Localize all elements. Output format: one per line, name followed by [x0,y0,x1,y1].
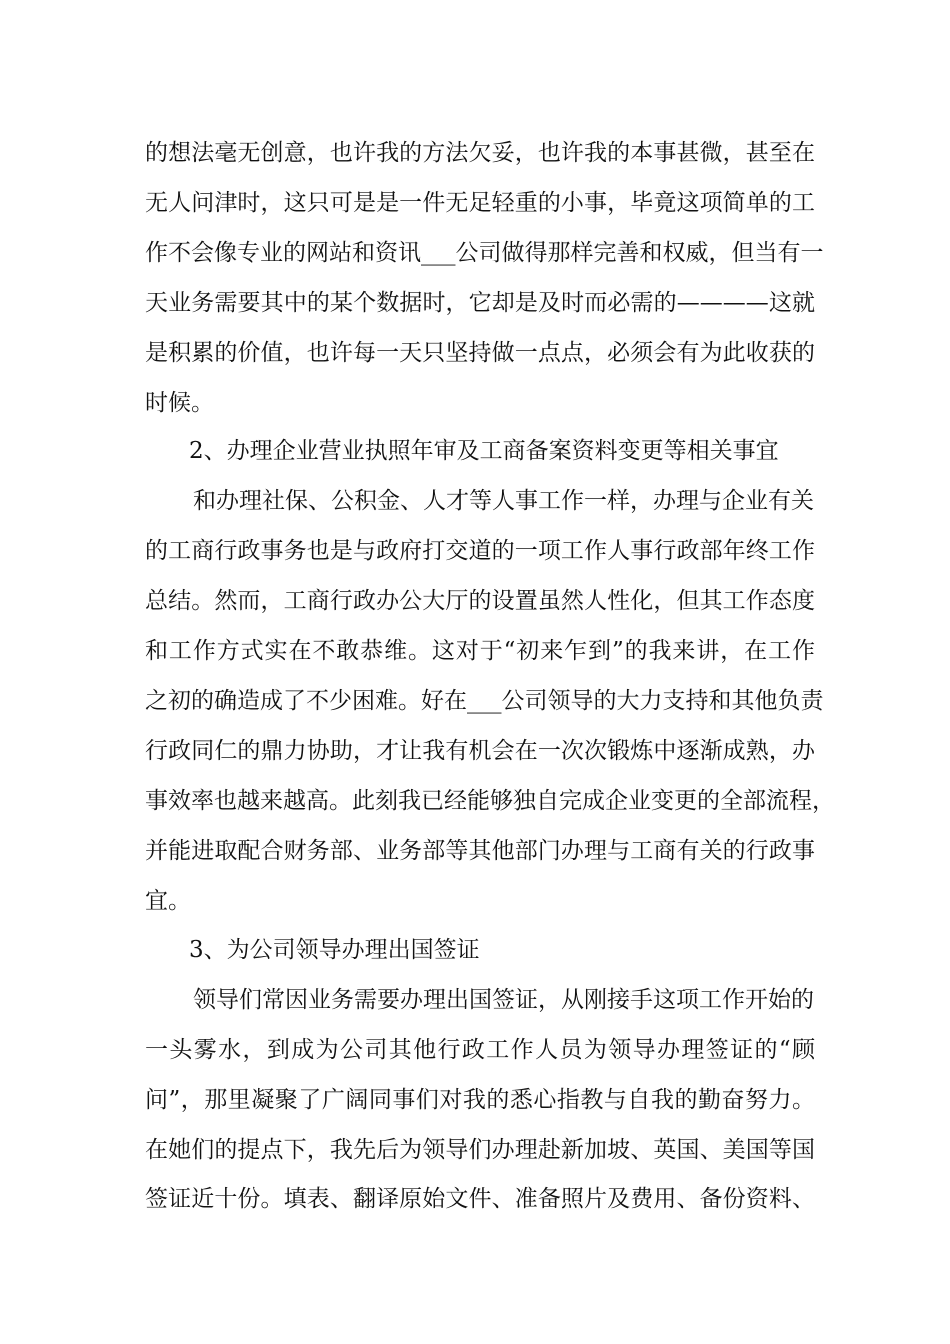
text-line: 无人问津时，这只可是是一件无足轻重的小事，毕竟这项简单的工 [145,190,815,216]
text-line: 的工商行政事务也是与政府打交道的一项工作人事行政部年终工作 [145,538,815,564]
text-line: 签证近十份。填表、翻译原始文件、准备照片及费用、备份资料、 [145,1186,815,1212]
text-line: 一头雾水，到成为公司其他行政工作人员为领导办理签证的“顾 [145,1037,815,1063]
text-line: 行政同仁的鼎力协助，才让我有机会在一次次锻炼中逐渐成熟，办 [145,738,815,764]
section-heading: 3、为公司领导办理出国签证 [189,937,480,963]
text-line: 是积累的价值，也许每一天只坚持做一点点，必须会有为此收获的 [145,340,815,366]
text-line: 领导们常因业务需要办理出国签证，从刚接手这项工作开始的 [193,987,814,1013]
text-line: 宜。 [145,888,191,914]
text-line: 和工作方式实在不敢恭维。这对于“初来乍到”的我来讲，在工作 [145,638,815,664]
text-line: 的想法毫无创意，也许我的方法欠妥，也许我的本事甚微，甚至在 [145,140,815,166]
text-line: 天业务需要其中的某个数据时，它却是及时而必需的————这就 [145,290,815,316]
text-line: 总结。然而，工商行政办公大厅的设置虽然人性化，但其工作态度 [145,588,815,614]
text-line: 事效率也越来越高。此刻我已经能够独自完成企业变更的全部流程， [145,788,835,814]
text-line: 时候。 [145,390,214,416]
text-line: 和办理社保、公积金、人才等人事工作一样，办理与企业有关 [193,488,814,514]
section-heading: 2、办理企业营业执照年审及工商备案资料变更等相关事宜 [189,438,779,464]
text-line: 在她们的提点下，我先后为领导们办理赴新加坡、英国、美国等国 [145,1137,815,1163]
text-line: 之初的确造成了不少困难。好在___公司领导的大力支持和其他负责 [145,688,824,714]
text-line: 问”，那里凝聚了广阔同事们对我的悉心指教与自我的勤奋努力。 [145,1087,815,1113]
text-line: 作不会像专业的网站和资讯___公司做得那样完善和权威，但当有一 [145,240,824,266]
text-line: 并能进取配合财务部、业务部等其他部门办理与工商有关的行政事 [145,838,815,864]
